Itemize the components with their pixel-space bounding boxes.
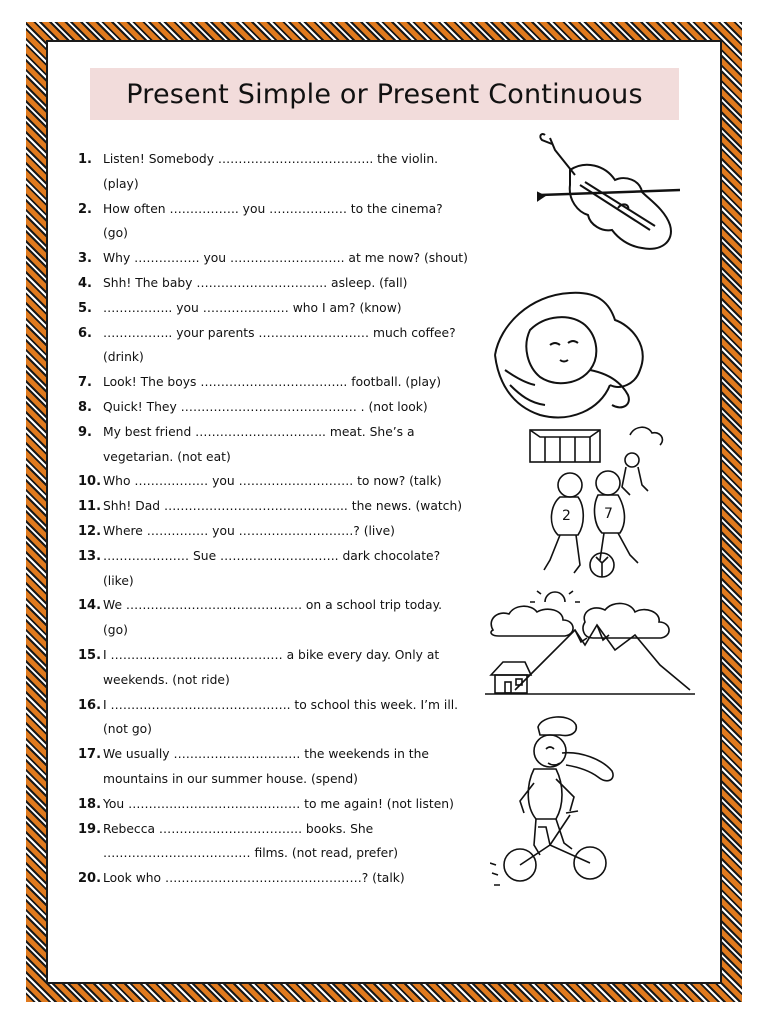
svg-text:7: 7 — [604, 506, 613, 522]
sleeping-baby-drawing — [490, 285, 660, 425]
exercise-number: 3. — [78, 251, 92, 267]
exercise-sentence: Where …………… you ……………………….? (live) — [103, 524, 395, 538]
cyclist-drawing — [490, 715, 640, 890]
exercise-sentence: Why ……………. you ………………………. at me now? (shout) — [103, 251, 468, 266]
exercise-sentence: You …………………………………… to me again! (not listen) — [103, 796, 454, 811]
mountain-landscape-drawing — [485, 590, 695, 700]
exercise-number: 15. — [78, 648, 102, 663]
title-box — [90, 68, 679, 120]
exercise-number: 2. — [78, 201, 92, 217]
exercise-sentence: I …………………………………… a bike every day. Only at — [103, 648, 440, 662]
exercise-number: 5. — [78, 300, 92, 316]
exercise-number: 6. — [78, 325, 92, 341]
exercise-sentence-continued: (drink) — [103, 350, 144, 365]
exercise-sentence: …………….. your parents ……………………… much coffee? — [103, 325, 456, 340]
exercise-number: 20. — [78, 871, 102, 887]
exercise-sentence: We ……………………………………. on a school trip today. — [103, 598, 443, 613]
exercise-sentence: Look who …………………………………………? (talk) — [103, 871, 405, 886]
exercise-sentence-continued: vegetarian. (not eat) — [103, 449, 231, 464]
exercise-number: 11. — [78, 499, 102, 515]
exercise-number: 1. — [78, 152, 92, 167]
page-title: Present Simple or Present Continuous — [126, 78, 643, 110]
exercise-sentence-continued: (go) — [103, 226, 128, 241]
exercise-sentence: …………….. you ………………… who I am? (know) — [103, 300, 402, 315]
exercise-sentence: Shh! Dad ……………………………………... the news. (watch) — [103, 499, 463, 514]
exercise-number: 10. — [78, 474, 102, 490]
exercise-sentence-continued: weekends. (not ride) — [103, 672, 230, 687]
exercise-number: 7. — [78, 375, 92, 391]
exercise-sentence: We usually …………………………. the weekends in the — [103, 747, 429, 762]
exercise-sentence: How often …………….. you ………………. to the cinema? — [103, 201, 443, 216]
exercise-number: 8. — [78, 400, 92, 415]
exercise-sentence: Rebecca …………………………….. books. She — [103, 821, 374, 836]
exercise-sentence-continued: (not go) — [103, 722, 152, 737]
exercise-number: 16. — [78, 697, 102, 713]
exercise-sentence: Shh! The baby ………………………….. asleep. (fall) — [103, 276, 408, 290]
exercise-sentence: Who ……………… you ………………………. to now? (talk) — [103, 474, 442, 489]
exercise-sentence: Look! The boys ……………………………... football. (play) — [103, 375, 442, 390]
exercise-number: 19. — [78, 821, 102, 837]
exercise-number: 13. — [78, 548, 102, 564]
exercise-number: 18. — [78, 796, 102, 812]
exercise-number: 12. — [78, 524, 102, 539]
exercise-sentence: Quick! They ……………………………………. . (not look) — [103, 400, 428, 414]
exercise-sentence-continued: (play) — [103, 176, 139, 191]
exercise-sentence: I …………………………………….. to school this week. I’m ill. — [103, 697, 459, 712]
exercise-number: 4. — [78, 276, 92, 291]
exercise-sentence-continued: mountains in our summer house. (spend) — [103, 772, 358, 786]
boys-playing-football-drawing — [520, 425, 670, 580]
violin-drawing — [530, 130, 680, 255]
exercise-sentence-continued: ……………………………… films. (not read, prefer) — [103, 846, 399, 861]
exercise-sentence: My best friend ………………………….. meat. She’s a — [103, 424, 415, 439]
svg-text:2: 2 — [562, 508, 571, 524]
exercise-sentence-continued: (like) — [103, 573, 134, 588]
exercise-number: 14. — [78, 598, 102, 614]
exercise-sentence-continued: (go) — [103, 623, 128, 638]
exercise-number: 9. — [78, 424, 92, 440]
exercise-sentence: Listen! Somebody ……………………………….. the violin. — [103, 152, 439, 166]
exercise-number: 17. — [78, 747, 102, 763]
exercise-sentence: ………………… Sue ……………………….. dark chocolate? — [103, 548, 441, 563]
